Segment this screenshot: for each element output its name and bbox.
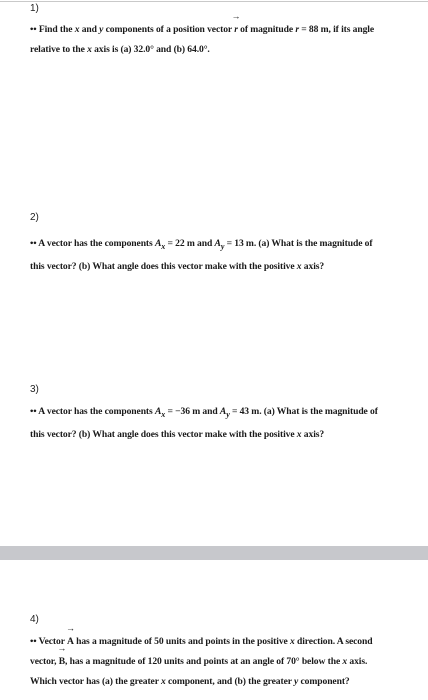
problem-text-1: [30, 20, 406, 60]
problem-text-2: [30, 234, 406, 277]
vector-B-symbol: → B: [59, 652, 65, 672]
problem-1-line-2: relative to the x axis is (a) 32.0° and (b) 64.0°.: [30, 44, 210, 55]
problem-number-2: 2): [30, 212, 39, 223]
problem-number-1: 1): [30, 3, 39, 14]
top-rule: [0, 1, 428, 2]
problem-3-line-1: •• A vector has the components $A_x = -36$ m and $A_y = 43$ m. (a) What is the magnitude of: [30, 406, 378, 419]
page-separator-bar: [0, 546, 428, 560]
problem-4-line-1: •• Vector → A has a magnitude of 50 units and points in the positive x direction. A second: [30, 632, 406, 652]
problem-3-line-2: this vector? (b) What angle does this vector make with the positive x axis?: [30, 428, 325, 440]
problem-4-line-2: vector, → B, has a magnitude of 120 units and points at an angle of 70° below the x axis.: [30, 652, 406, 672]
problem-text-3: [30, 402, 406, 445]
problem-number-4: 4): [30, 614, 39, 625]
problem-4-line-3: Which vector has (a) the greater x component, and (b) the greater y component?: [30, 676, 350, 687]
vector-A-symbol: → A: [67, 632, 74, 652]
problem-text-4: [30, 632, 406, 692]
vector-r-symbol: → r: [234, 20, 238, 40]
problem-2-line-1: •• A vector has the components $A_x = 22$ m and $A_y = 13$ m. (a) What is the magnitude of: [30, 238, 373, 251]
problem-2-line-2: this vector? (b) What angle does this vector make with the positive x axis?: [30, 260, 325, 272]
problem-number-3: 3): [30, 384, 39, 395]
problem-1-line-1: •• Find the x and y components of a position vector → r of magnitude r = 88 m, if its angle: [30, 20, 406, 40]
